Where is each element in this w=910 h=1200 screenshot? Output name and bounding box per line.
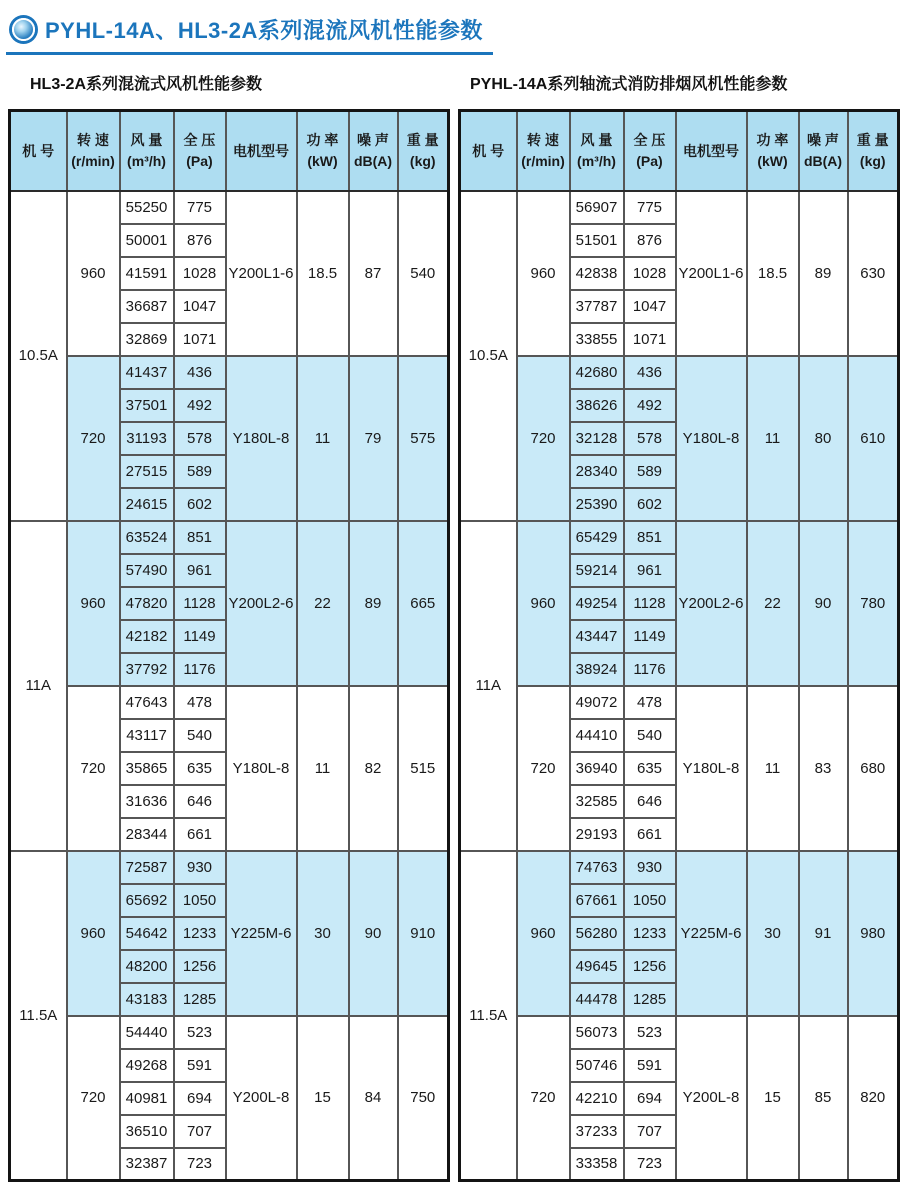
pressure-cell: 1071: [624, 323, 676, 356]
flow-cell: 42838: [570, 257, 624, 290]
flow-cell: 36940: [570, 752, 624, 785]
header-line1: 风 量: [130, 132, 163, 149]
weight-cell: 630: [848, 191, 899, 356]
flow-cell: 59214: [570, 554, 624, 587]
weight-cell: 540: [398, 191, 449, 356]
header-line2: dB(A): [803, 152, 843, 169]
power-cell: 22: [297, 521, 349, 686]
header-line2: (r/min): [71, 152, 115, 169]
header-cell-0: [10, 111, 67, 191]
header-cell-0: [460, 111, 517, 191]
pressure-cell: 646: [174, 785, 226, 818]
header-line2: dB(A): [353, 152, 393, 169]
pressure-cell: 602: [174, 488, 226, 521]
flow-cell: 48200: [120, 950, 174, 983]
motor-cell: Y180L-8: [676, 686, 747, 851]
pressure-cell: 523: [174, 1016, 226, 1049]
noise-cell: 90: [799, 521, 848, 686]
data-row: [10, 191, 449, 224]
header-line1: 重 量: [856, 132, 889, 149]
pressure-cell: 1071: [174, 323, 226, 356]
flow-cell: 32585: [570, 785, 624, 818]
pressure-cell: 1256: [174, 950, 226, 983]
data-row: [460, 851, 899, 884]
pressure-cell: 1176: [624, 653, 676, 686]
flow-cell: 41437: [120, 356, 174, 389]
power-cell: 11: [747, 356, 799, 521]
data-row: [460, 521, 899, 554]
pressure-cell: 492: [174, 389, 226, 422]
header-cell-3: [624, 111, 676, 191]
header-cell-6: [799, 111, 848, 191]
flow-cell: 54642: [120, 917, 174, 950]
flow-cell: 65429: [570, 521, 624, 554]
motor-cell: Y225M-6: [676, 851, 747, 1016]
pressure-cell: 961: [174, 554, 226, 587]
flow-cell: 42680: [570, 356, 624, 389]
flow-cell: 57490: [120, 554, 174, 587]
data-row: [10, 356, 449, 389]
header-line1: 电机型号: [233, 142, 289, 159]
noise-cell: 87: [349, 191, 398, 356]
noise-cell: 85: [799, 1016, 848, 1181]
pressure-cell: 723: [174, 1148, 226, 1181]
pressure-cell: 1028: [624, 257, 676, 290]
speed-cell: 720: [517, 1016, 570, 1181]
speed-cell: 960: [517, 521, 570, 686]
header-cell-3: [174, 111, 226, 191]
flow-cell: 44478: [570, 983, 624, 1016]
pressure-cell: 540: [624, 719, 676, 752]
pressure-cell: 1128: [174, 587, 226, 620]
flow-cell: 49072: [570, 686, 624, 719]
pressure-cell: 876: [624, 224, 676, 257]
weight-cell: 665: [398, 521, 449, 686]
flow-cell: 44410: [570, 719, 624, 752]
noise-cell: 84: [349, 1016, 398, 1181]
flow-cell: 25390: [570, 488, 624, 521]
pressure-cell: 635: [624, 752, 676, 785]
data-row: [10, 851, 449, 884]
pressure-cell: 478: [174, 686, 226, 719]
header-cell-2: [570, 111, 624, 191]
pressure-cell: 646: [624, 785, 676, 818]
header-cell-4: [676, 111, 747, 191]
pressure-cell: 694: [624, 1082, 676, 1115]
header-line1: 机 号: [472, 142, 505, 159]
noise-cell: 83: [799, 686, 848, 851]
model-cell: 10.5A: [10, 191, 67, 521]
flow-cell: 31636: [120, 785, 174, 818]
header-line2: (kg): [409, 152, 436, 169]
noise-cell: 91: [799, 851, 848, 1016]
weight-cell: 980: [848, 851, 899, 1016]
flow-cell: 49645: [570, 950, 624, 983]
motor-cell: Y180L-8: [226, 356, 297, 521]
pressure-cell: 707: [624, 1115, 676, 1148]
weight-cell: 820: [848, 1016, 899, 1181]
header-cell-2: [120, 111, 174, 191]
flow-cell: 49254: [570, 587, 624, 620]
flow-cell: 47643: [120, 686, 174, 719]
flow-cell: 28340: [570, 455, 624, 488]
motor-cell: Y180L-8: [226, 686, 297, 851]
tables-area: [6, 65, 910, 1182]
flow-cell: 37501: [120, 389, 174, 422]
pressure-cell: 876: [174, 224, 226, 257]
pressure-cell: 492: [624, 389, 676, 422]
header-line1: 全 压: [633, 132, 666, 149]
data-row: [460, 191, 899, 224]
hl3-2a-table-container: [8, 109, 448, 1182]
data-row: [10, 686, 449, 719]
speed-cell: 720: [67, 686, 120, 851]
pressure-cell: 1256: [624, 950, 676, 983]
pressure-cell: 661: [624, 818, 676, 851]
power-cell: 15: [297, 1016, 349, 1181]
flow-cell: 42182: [120, 620, 174, 653]
flow-cell: 37792: [120, 653, 174, 686]
speed-cell: 960: [67, 851, 120, 1016]
speed-cell: 720: [67, 1016, 120, 1181]
flow-cell: 38924: [570, 653, 624, 686]
flow-cell: 35865: [120, 752, 174, 785]
page-title: PYHL-14A、HL3-2A系列混流风机性能参数: [45, 18, 483, 43]
bullet-ring-icon: [12, 18, 35, 41]
header-line1: 电机型号: [683, 142, 739, 159]
power-cell: 11: [747, 686, 799, 851]
flow-cell: 65692: [120, 884, 174, 917]
header-line2: (m³/h): [127, 152, 166, 169]
pressure-cell: 589: [174, 455, 226, 488]
noise-cell: 82: [349, 686, 398, 851]
pressure-cell: 523: [624, 1016, 676, 1049]
pressure-cell: 694: [174, 1082, 226, 1115]
pressure-cell: 723: [624, 1148, 676, 1181]
header-line1: 全 压: [183, 132, 216, 149]
pressure-cell: 589: [624, 455, 676, 488]
pressure-cell: 436: [624, 356, 676, 389]
header-cell-4: [226, 111, 297, 191]
pressure-cell: 540: [174, 719, 226, 752]
header-line2: (kW): [757, 152, 788, 169]
pyhl-14a-table-title: PYHL-14A系列轴流式消防排烟风机性能参数: [470, 76, 788, 93]
header-cell-6: [349, 111, 398, 191]
motor-cell: Y200L1-6: [226, 191, 297, 356]
flow-cell: 29193: [570, 818, 624, 851]
hl3-2a-table-column: [8, 65, 448, 1182]
spec-table-0: [8, 109, 450, 1182]
speed-cell: 960: [67, 521, 120, 686]
power-cell: 22: [747, 521, 799, 686]
model-cell: 11A: [460, 521, 517, 851]
header-cell-5: [297, 111, 349, 191]
flow-cell: 43447: [570, 620, 624, 653]
flow-cell: 28344: [120, 818, 174, 851]
pyhl-14a-table-container: [458, 109, 898, 1182]
header-line1: 重 量: [406, 132, 439, 149]
data-row: [460, 356, 899, 389]
header-line2: (kg): [859, 152, 886, 169]
flow-cell: 43117: [120, 719, 174, 752]
motor-cell: Y200L1-6: [676, 191, 747, 356]
pressure-cell: 930: [174, 851, 226, 884]
motor-cell: Y180L-8: [676, 356, 747, 521]
flow-cell: 72587: [120, 851, 174, 884]
power-cell: 15: [747, 1016, 799, 1181]
pressure-cell: 1047: [624, 290, 676, 323]
noise-cell: 80: [799, 356, 848, 521]
pressure-cell: 1149: [174, 620, 226, 653]
model-cell: 10.5A: [460, 191, 517, 521]
pressure-cell: 961: [624, 554, 676, 587]
header-line2: (kW): [307, 152, 338, 169]
speed-cell: 720: [517, 356, 570, 521]
header-cell-1: [67, 111, 120, 191]
data-row: [10, 521, 449, 554]
flow-cell: 33855: [570, 323, 624, 356]
flow-cell: 56073: [570, 1016, 624, 1049]
model-cell: 11.5A: [10, 851, 67, 1181]
pressure-cell: 1176: [174, 653, 226, 686]
flow-cell: 40981: [120, 1082, 174, 1115]
pressure-cell: 602: [624, 488, 676, 521]
model-cell: 11A: [10, 521, 67, 851]
header-line1: 噪 声: [807, 132, 839, 149]
flow-cell: 47820: [120, 587, 174, 620]
weight-cell: 780: [848, 521, 899, 686]
header-row: [10, 111, 449, 191]
pressure-cell: 775: [624, 191, 676, 224]
power-cell: 18.5: [747, 191, 799, 356]
flow-cell: 41591: [120, 257, 174, 290]
data-row: [460, 1016, 899, 1049]
weight-cell: 610: [848, 356, 899, 521]
flow-cell: 50746: [570, 1049, 624, 1082]
header-line2: (Pa): [186, 152, 213, 169]
power-cell: 30: [297, 851, 349, 1016]
flow-cell: 63524: [120, 521, 174, 554]
pressure-cell: 578: [624, 422, 676, 455]
power-cell: 11: [297, 686, 349, 851]
data-row: [460, 686, 899, 719]
pressure-cell: 707: [174, 1115, 226, 1148]
flow-cell: 32387: [120, 1148, 174, 1181]
flow-cell: 24615: [120, 488, 174, 521]
flow-cell: 49268: [120, 1049, 174, 1082]
flow-cell: 56907: [570, 191, 624, 224]
flow-cell: 54440: [120, 1016, 174, 1049]
hl3-2a-table-title: HL3-2A系列混流式风机性能参数: [30, 76, 263, 93]
flow-cell: 51501: [570, 224, 624, 257]
pressure-cell: 1028: [174, 257, 226, 290]
speed-cell: 720: [517, 686, 570, 851]
flow-cell: 36687: [120, 290, 174, 323]
header-line2: (r/min): [521, 152, 565, 169]
page-title-block: [6, 12, 493, 55]
flow-cell: 74763: [570, 851, 624, 884]
flow-cell: 31193: [120, 422, 174, 455]
speed-cell: 960: [517, 191, 570, 356]
speed-cell: 720: [67, 356, 120, 521]
power-cell: 11: [297, 356, 349, 521]
pressure-cell: 661: [174, 818, 226, 851]
motor-cell: Y225M-6: [226, 851, 297, 1016]
flow-cell: 43183: [120, 983, 174, 1016]
pressure-cell: 1149: [624, 620, 676, 653]
pressure-cell: 851: [174, 521, 226, 554]
noise-cell: 89: [349, 521, 398, 686]
flow-cell: 37233: [570, 1115, 624, 1148]
pressure-cell: 930: [624, 851, 676, 884]
flow-cell: 32869: [120, 323, 174, 356]
flow-cell: 56280: [570, 917, 624, 950]
pressure-cell: 635: [174, 752, 226, 785]
weight-cell: 750: [398, 1016, 449, 1181]
noise-cell: 89: [799, 191, 848, 356]
header-line1: 功 率: [756, 132, 789, 149]
flow-cell: 27515: [120, 455, 174, 488]
header-row: [460, 111, 899, 191]
flow-cell: 50001: [120, 224, 174, 257]
flow-cell: 33358: [570, 1148, 624, 1181]
speed-cell: 960: [517, 851, 570, 1016]
data-row: [10, 1016, 449, 1049]
header-cell-7: [398, 111, 449, 191]
header-line1: 风 量: [580, 132, 613, 149]
motor-cell: Y200L-8: [676, 1016, 747, 1181]
pressure-cell: 1233: [624, 917, 676, 950]
flow-cell: 67661: [570, 884, 624, 917]
header-line2: (Pa): [636, 152, 663, 169]
weight-cell: 575: [398, 356, 449, 521]
pyhl-14a-table-column: [458, 65, 898, 1182]
motor-cell: Y200L2-6: [676, 521, 747, 686]
pressure-cell: 851: [624, 521, 676, 554]
weight-cell: 910: [398, 851, 449, 1016]
pressure-cell: 578: [174, 422, 226, 455]
header-line1: 噪 声: [357, 132, 389, 149]
pressure-cell: 1047: [174, 290, 226, 323]
motor-cell: Y200L-8: [226, 1016, 297, 1181]
noise-cell: 79: [349, 356, 398, 521]
noise-cell: 90: [349, 851, 398, 1016]
header-line1: 功 率: [306, 132, 339, 149]
flow-cell: 36510: [120, 1115, 174, 1148]
pressure-cell: 591: [174, 1049, 226, 1082]
pressure-cell: 478: [624, 686, 676, 719]
pressure-cell: 1233: [174, 917, 226, 950]
speed-cell: 960: [67, 191, 120, 356]
header-line1: 转 速: [527, 132, 559, 149]
flow-cell: 38626: [570, 389, 624, 422]
header-cell-1: [517, 111, 570, 191]
pressure-cell: 1128: [624, 587, 676, 620]
flow-cell: 55250: [120, 191, 174, 224]
power-cell: 18.5: [297, 191, 349, 356]
flow-cell: 32128: [570, 422, 624, 455]
flow-cell: 37787: [570, 290, 624, 323]
header-cell-7: [848, 111, 899, 191]
flow-cell: 42210: [570, 1082, 624, 1115]
weight-cell: 515: [398, 686, 449, 851]
weight-cell: 680: [848, 686, 899, 851]
pressure-cell: 1050: [174, 884, 226, 917]
pressure-cell: 775: [174, 191, 226, 224]
header-line1: 转 速: [77, 132, 109, 149]
header-cell-5: [747, 111, 799, 191]
pressure-cell: 436: [174, 356, 226, 389]
model-cell: 11.5A: [460, 851, 517, 1181]
pressure-cell: 591: [624, 1049, 676, 1082]
pressure-cell: 1285: [624, 983, 676, 1016]
header-line1: 机 号: [22, 142, 55, 159]
pressure-cell: 1285: [174, 983, 226, 1016]
power-cell: 30: [747, 851, 799, 1016]
motor-cell: Y200L2-6: [226, 521, 297, 686]
spec-table-1: [458, 109, 900, 1182]
header-line2: (m³/h): [577, 152, 616, 169]
pressure-cell: 1050: [624, 884, 676, 917]
